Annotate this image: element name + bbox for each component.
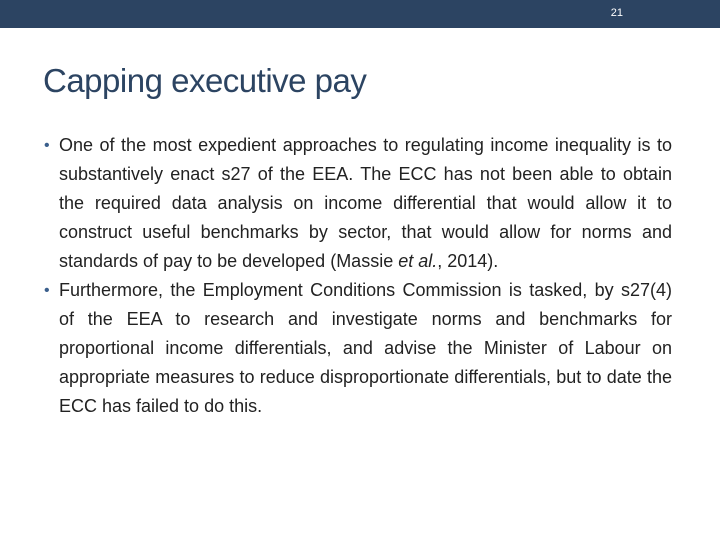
bullet-text: Furthermore, the Employment Conditions Commission is tasked, by s27(4) of the EEA to research and investigate norms and benchmarks for proportional income differentials, and advise the Minister of Labour on appropriate measures to reduce disproportionate differentials, but to date the ECC has failed to do this. (59, 280, 672, 416)
bullet-item (44, 276, 672, 421)
bullet-text-italic: et al. (398, 251, 438, 271)
page-number: 21 (610, 7, 623, 19)
bullet-text: One of the most expedient approaches to regulating income inequality is to substantively enact s27 of the EEA. The ECC has not been able to obtain the required data analysis on income differential that would allow it to construct useful benchmarks by sector, that would allow for norms and standards of pay to be developed (Massie (59, 135, 672, 271)
bullet-text-end: , 2014). (437, 251, 499, 271)
bullet-list (44, 131, 672, 421)
bullet-marker: • (44, 137, 50, 154)
bullet-marker: • (44, 282, 50, 299)
header-bar (0, 0, 720, 28)
slide-title: Capping executive pay (43, 62, 367, 99)
bullet-item (44, 131, 672, 276)
